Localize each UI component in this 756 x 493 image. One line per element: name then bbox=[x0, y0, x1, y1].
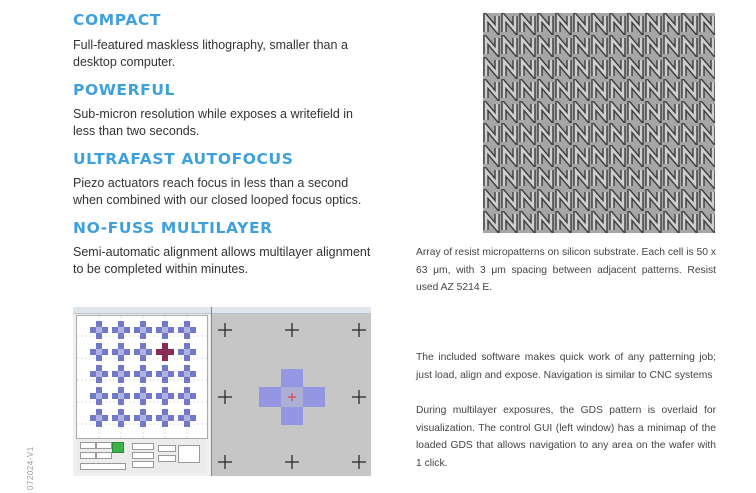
feature-text-powerful: Sub-micron resolution while exposes a writefield in less than two seconds. bbox=[73, 107, 353, 138]
control-button-1[interactable] bbox=[80, 442, 96, 449]
micropattern-array bbox=[483, 13, 715, 233]
control-button-5[interactable] bbox=[158, 445, 176, 452]
control-button-4[interactable] bbox=[96, 452, 112, 459]
camera-titlebar bbox=[212, 307, 371, 314]
micropattern-caption: Array of resist micropatterns on silicon substrate. Each cell is 50 x 63 μm, with 3 μm spacing between adjacent patterns. Resist used AZ 5214 E. bbox=[416, 247, 716, 293]
minimap-selected-cell bbox=[156, 343, 174, 361]
software-caption: The included software makes quick work of any patterning job; just load, align and expose. Navigation is similar to CNC systems bbox=[416, 352, 716, 381]
feature-heading-multilayer: NO-FUSS MULTILAYER bbox=[73, 219, 273, 237]
feature-heading-autofocus: ULTRAFAST AUTOFOCUS bbox=[73, 150, 294, 168]
control-gui-window bbox=[73, 307, 212, 476]
control-button-2[interactable] bbox=[96, 442, 112, 449]
control-button-6[interactable] bbox=[158, 455, 176, 462]
control-button-7[interactable] bbox=[178, 445, 200, 463]
feature-heading-powerful: POWERFUL bbox=[73, 81, 176, 99]
gds-minimap[interactable] bbox=[76, 315, 208, 439]
minimap-pattern-grid bbox=[90, 321, 196, 427]
camera-view-window bbox=[212, 307, 371, 476]
expose-button[interactable] bbox=[112, 442, 124, 453]
control-button-3[interactable] bbox=[80, 452, 96, 459]
feature-text-multilayer: Semi-automatic alignment allows multilayer alignment to be completed within minutes. bbox=[73, 245, 371, 276]
micropattern-image bbox=[483, 13, 715, 233]
multilayer-caption: During multilayer exposures, the GDS pattern is overlaid for visualization. The control GUI (left window) has a minimap of the loaded GDS that allows navigation to any area on the wafer with 1 click. bbox=[416, 405, 716, 469]
document-version: 072024-V1 bbox=[26, 446, 35, 490]
control-field-3[interactable] bbox=[132, 461, 154, 468]
control-field-1[interactable] bbox=[132, 443, 154, 450]
control-field-4[interactable] bbox=[80, 463, 126, 470]
feature-heading-compact: COMPACT bbox=[73, 11, 162, 29]
gui-titlebar bbox=[73, 307, 211, 314]
feature-text-autofocus: Piezo actuators reach focus in less than a second when combined with our closed looped focus optics. bbox=[73, 176, 362, 207]
feature-text-compact: Full-featured maskless lithography, smaller than a desktop computer. bbox=[73, 38, 348, 69]
gui-control-panel bbox=[76, 439, 206, 474]
control-field-2[interactable] bbox=[132, 452, 154, 459]
software-screenshot bbox=[73, 307, 371, 476]
